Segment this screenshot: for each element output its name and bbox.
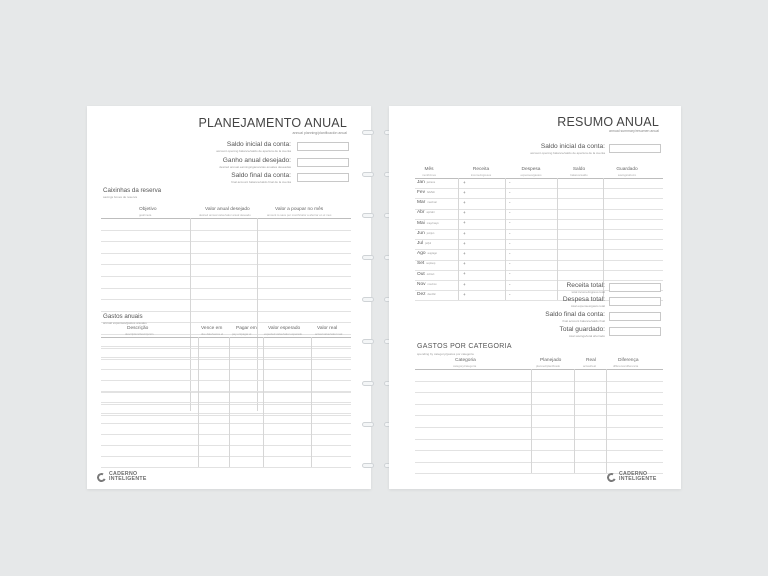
- logo-line1: CADERNO: [619, 471, 648, 477]
- category-col-category: Categoria: [455, 358, 476, 363]
- total-expense-sublabel: total expenses/gasto total: [570, 304, 605, 308]
- category-row-line: [415, 381, 663, 382]
- summary-column-divider: [505, 178, 506, 300]
- plus-sign: +: [463, 230, 466, 236]
- expenses-row-line: [101, 359, 351, 360]
- binder-ring: [362, 463, 374, 468]
- category-row-line: [415, 404, 663, 405]
- total-saved-box[interactable]: [609, 327, 661, 336]
- minus-sign: -: [509, 271, 511, 277]
- month-label: [417, 231, 434, 236]
- month-label: [417, 221, 439, 226]
- reserve-row-line: [101, 415, 351, 416]
- opening-balance-sublabel: account opening balance/saldo de apertura de la cuenta: [216, 149, 291, 153]
- desired-earnings-box[interactable]: [297, 158, 349, 167]
- minus-sign: -: [509, 200, 511, 205]
- summary-row-line: [415, 260, 663, 261]
- reserve-col-monthly-sub: amount to save per month/valor a ahorrar en el mes: [267, 213, 332, 217]
- month-name: Ago: [417, 251, 426, 257]
- month-alt-name: dec/dic: [427, 293, 436, 296]
- binder-ring: [362, 130, 374, 135]
- expenses-column-divider: [198, 337, 199, 467]
- plus-sign: +: [463, 179, 466, 185]
- minus-sign: -: [509, 179, 511, 185]
- plus-sign: +: [463, 271, 466, 277]
- category-section-sublabel: spending by category/gastos por categoría: [417, 352, 474, 356]
- month-name: Mai: [417, 220, 425, 226]
- plus-sign: +: [463, 240, 466, 246]
- total-income-sublabel: total income/ingreso total: [571, 290, 605, 294]
- expenses-col-actual-sub: actual value/valor real: [315, 332, 343, 336]
- month-name: Out: [417, 271, 425, 277]
- reserve-row-line: [101, 230, 351, 231]
- logo-c-icon: [96, 472, 108, 484]
- expenses-row-line: [101, 445, 351, 446]
- month-alt-name: feb/feb: [427, 191, 435, 194]
- minus-sign: -: [509, 210, 511, 216]
- expenses-col-actual: Valor real: [317, 326, 338, 331]
- total-saved-sublabel: total savings/total ahorrado: [568, 334, 605, 338]
- binder-ring: [362, 422, 374, 427]
- left-notebook-page: [87, 106, 371, 489]
- reserve-column-divider: [190, 218, 191, 411]
- category-header-line: [415, 369, 663, 370]
- category-col-category-sub: category/categoría: [453, 364, 477, 368]
- expenses-row-line: [101, 380, 351, 381]
- expenses-col-pay-sub: pay on/pagar el: [232, 332, 252, 336]
- summary-row-line: [415, 198, 663, 199]
- month-alt-name: mar/mar: [427, 201, 437, 205]
- final-balance-label: Saldo final da conta:: [231, 172, 291, 179]
- caderno-logo: [607, 472, 657, 483]
- summary-row-line: [415, 219, 663, 220]
- opening-balance-label: Saldo inicial da conta:: [226, 141, 291, 148]
- month-alt-name: may/mayo: [426, 221, 439, 225]
- reserve-row-line: [101, 392, 351, 393]
- category-col-planned-sub: planned/planificado: [536, 364, 561, 368]
- opening-balance-label: Saldo inicial da conta:: [540, 143, 605, 150]
- expenses-section-title: Gastos anuais: [103, 313, 143, 320]
- expenses-row-line: [101, 456, 351, 457]
- logo-line2: INTELIGENTE: [109, 476, 147, 483]
- expenses-row-line: [101, 369, 351, 370]
- binder-ring: [362, 172, 374, 177]
- category-column-divider: [574, 369, 575, 473]
- summary-row-line: [415, 270, 663, 271]
- reserve-col-goal-sub: goal/meta: [139, 213, 152, 217]
- summary-column-divider: [557, 178, 558, 300]
- expenses-col-description: Descrição: [127, 326, 149, 331]
- summary-row-line: [415, 229, 663, 230]
- month-label: [417, 200, 437, 205]
- month-label: [417, 210, 435, 215]
- reserve-column-divider: [257, 218, 258, 411]
- reserve-row-line: [101, 288, 351, 289]
- reserve-row-line: [101, 264, 351, 265]
- plus-sign: +: [463, 220, 466, 226]
- minus-sign: -: [509, 281, 511, 287]
- final-balance-box[interactable]: [297, 173, 349, 182]
- month-name: Jan: [417, 179, 425, 185]
- expenses-col-pay: Pagar em: [236, 326, 257, 331]
- summary-col-header: Receita: [472, 167, 490, 172]
- expenses-row-line: [101, 467, 351, 468]
- plus-sign: +: [463, 251, 466, 256]
- reserve-row-line: [101, 346, 351, 347]
- month-alt-name: aug/ago: [427, 252, 437, 256]
- month-alt-name: jul/jul: [425, 242, 432, 245]
- category-row-line: [415, 415, 663, 416]
- total-income-box[interactable]: [609, 283, 661, 292]
- category-col-actual: Real: [586, 358, 596, 363]
- reserve-section-title: Caixinhas da reserva: [103, 187, 162, 194]
- opening-balance-box[interactable]: [609, 144, 661, 153]
- summary-col-subheader: balance/saldo: [570, 173, 588, 177]
- summary-col-header: Despesa: [521, 167, 541, 172]
- binder-ring: [362, 297, 374, 302]
- month-name: Jul: [417, 241, 424, 246]
- category-row-line: [415, 439, 663, 440]
- category-col-difference-sub: difference/diferencia: [613, 364, 639, 368]
- reserve-col-annual-sub: desired annual value/valor anual deseado: [199, 213, 251, 217]
- expenses-col-description-sub: description/descripción: [125, 332, 154, 336]
- summary-col-subheader: month/mes: [422, 173, 436, 177]
- month-label: [417, 261, 435, 266]
- month-name: Jun: [417, 230, 425, 236]
- binder-ring: [362, 255, 374, 260]
- month-name: Dez: [417, 292, 426, 297]
- plus-sign: +: [463, 291, 466, 297]
- plus-sign: +: [463, 281, 466, 287]
- expenses-row-line: [101, 348, 351, 349]
- month-alt-name: sep/sep: [426, 262, 436, 266]
- plus-sign: +: [463, 261, 466, 267]
- reserve-section-sublabel: savings boxes de reserva: [103, 195, 138, 199]
- month-alt-name: jun/jun: [426, 231, 435, 235]
- summary-row-line: [415, 188, 663, 189]
- logo-line1: CADERNO: [109, 471, 138, 477]
- month-name: Set: [417, 261, 425, 267]
- expenses-row-line: [101, 434, 351, 435]
- opening-balance-box[interactable]: [297, 142, 349, 151]
- category-col-difference: Diferença: [618, 358, 639, 363]
- category-row-line: [415, 392, 663, 393]
- minus-sign: -: [509, 261, 511, 267]
- binder-ring: [362, 339, 374, 344]
- summary-row-line: [415, 239, 663, 240]
- category-row-line: [415, 462, 663, 463]
- reserve-row-line: [101, 276, 351, 277]
- month-name: Nov: [417, 281, 426, 287]
- binder-ring: [362, 213, 374, 218]
- summary-row-line: [415, 280, 663, 281]
- logo-c-icon: [606, 472, 618, 484]
- minus-sign: -: [509, 189, 511, 195]
- month-label: [417, 251, 437, 256]
- expenses-header-line: [101, 337, 351, 338]
- total-saved-label: Total guardado:: [559, 326, 605, 333]
- reserve-col-monthly: Valor a poupar no mês: [275, 207, 324, 212]
- category-column-divider: [531, 369, 532, 473]
- page-subtitle: annual summary/resumen anual: [609, 129, 659, 133]
- summary-col-subheader: savings/ahorro: [617, 173, 637, 177]
- month-label: [417, 292, 436, 297]
- month-name: Fev: [417, 190, 425, 195]
- reserve-row-line: [101, 241, 351, 242]
- logo-text: [619, 472, 657, 483]
- logo-line2: INTELIGENTE: [619, 476, 657, 483]
- reserve-col-annual: Valor anual desejado: [205, 207, 250, 212]
- expenses-col-expected-sub: expected value/valor esperado: [264, 332, 303, 336]
- page-title: PLANEJAMENTO ANUAL: [198, 116, 347, 130]
- month-alt-name: apr/abr: [426, 211, 435, 215]
- expenses-col-due: Vence em: [201, 326, 223, 331]
- category-column-divider: [606, 369, 607, 473]
- final-balance-label: Saldo final da conta:: [545, 311, 605, 318]
- binder-ring: [362, 381, 374, 386]
- expenses-column-divider: [229, 337, 230, 467]
- minus-sign: -: [509, 240, 511, 246]
- month-label: [417, 241, 431, 246]
- expenses-row-line: [101, 391, 351, 392]
- expenses-row-line: [101, 423, 351, 424]
- expenses-column-divider: [311, 337, 312, 467]
- reserve-col-goal: Objetivo: [139, 207, 157, 212]
- final-balance-sublabel: final account balance/saldo final de la cuenta: [231, 180, 291, 184]
- category-section-title: GASTOS POR CATEGORIA: [417, 343, 512, 350]
- expenses-section-sublabel: annual expenses/gastos anuales: [103, 321, 147, 325]
- plus-sign: +: [463, 189, 466, 195]
- reserve-header-line: [101, 218, 351, 219]
- right-notebook-page: [389, 106, 681, 489]
- month-label: [417, 282, 437, 287]
- expenses-col-due-sub: due date/vence el: [201, 332, 224, 336]
- summary-col-header: Saldo: [572, 167, 586, 172]
- category-row-line: [415, 427, 663, 428]
- reserve-row-line: [101, 299, 351, 300]
- total-income-label: Receita total:: [566, 282, 605, 289]
- total-expense-box[interactable]: [609, 297, 661, 306]
- plus-sign: +: [463, 200, 466, 205]
- total-expense-label: Despesa total:: [562, 296, 605, 303]
- reserve-row-line: [101, 253, 351, 254]
- expenses-col-expected: Valor esperado: [268, 326, 301, 331]
- month-alt-name: oct/oct: [426, 272, 435, 276]
- minus-sign: -: [509, 220, 511, 226]
- category-col-planned: Planejado: [540, 358, 562, 363]
- summary-col-header: Guardado: [616, 167, 638, 172]
- minus-sign: -: [509, 230, 511, 236]
- desired-earnings-label: Ganho anual desejado:: [222, 157, 291, 164]
- opening-balance-sublabel: account opening balance/saldo de apertura de la cuenta: [530, 151, 605, 155]
- logo-text: [109, 472, 147, 483]
- month-alt-name: jan/ene: [426, 180, 436, 184]
- summary-row-line: [415, 249, 663, 250]
- summary-column-divider: [458, 178, 459, 300]
- minus-sign: -: [509, 251, 511, 256]
- reserve-row-line: [101, 311, 351, 312]
- month-name: Mar: [417, 200, 426, 206]
- month-label: [417, 190, 435, 195]
- summary-row-line: [415, 209, 663, 210]
- page-title: RESUMO ANUAL: [557, 115, 659, 129]
- desired-earnings-sublabel: desired annual earnings/ganancias anuales deseadas: [219, 165, 291, 169]
- final-balance-sublabel: final account balance/saldo final: [562, 319, 605, 323]
- month-alt-name: nov/nov: [427, 282, 437, 286]
- month-name: Abr: [417, 210, 425, 216]
- summary-col-subheader: income/ingresos: [470, 173, 492, 177]
- caderno-logo: [97, 472, 147, 483]
- expenses-row-line: [101, 402, 351, 403]
- page-subtitle: annual planning/planificación anual: [292, 131, 347, 135]
- expenses-column-divider: [263, 337, 264, 467]
- expenses-row-line: [101, 413, 351, 414]
- summary-col-header: Mês: [424, 167, 434, 172]
- summary-col-subheader: expenses/gastos: [520, 173, 542, 177]
- minus-sign: -: [509, 291, 511, 297]
- month-label: [417, 180, 435, 185]
- summary-header-line: [415, 178, 663, 179]
- reserve-row-line: [101, 404, 351, 405]
- plus-sign: +: [463, 210, 466, 216]
- category-col-actual-sub: actual/real: [583, 364, 596, 368]
- final-balance-box[interactable]: [609, 312, 661, 321]
- month-label: [417, 272, 434, 277]
- category-row-line: [415, 450, 663, 451]
